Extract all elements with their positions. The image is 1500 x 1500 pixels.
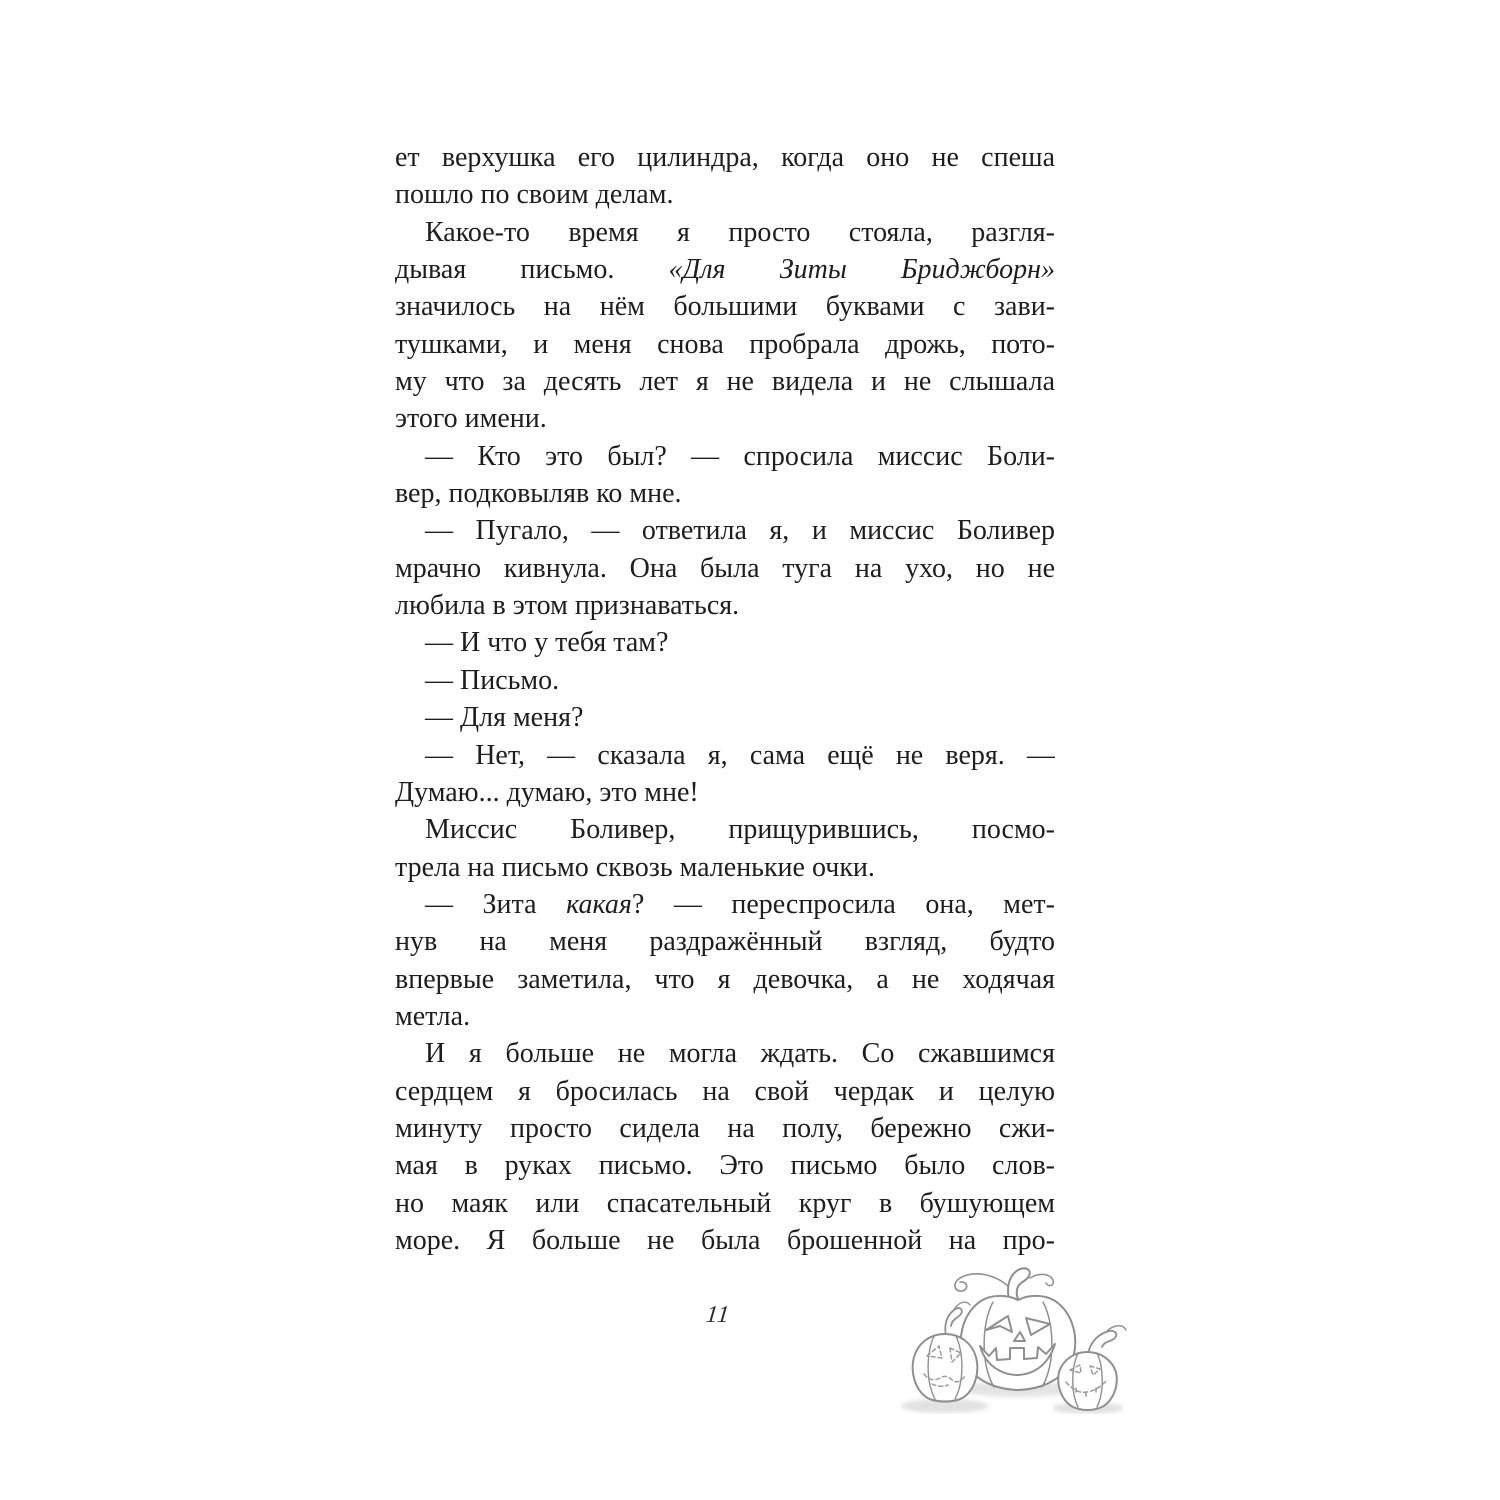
text-line: но маяк или спасательный круг в бушующем — [395, 1187, 1055, 1219]
text-line: му что за десять лет я не видела и не слышала — [395, 366, 1055, 398]
pumpkins-illustration — [890, 1262, 1135, 1414]
text-line: Думаю... думаю, это мне! — [395, 776, 699, 808]
body-text — [395, 139, 1055, 1259]
text-line: вер, подковыляв ко мне. — [395, 478, 682, 510]
text-line: значилось на нём большими буквами с зави- — [395, 291, 1055, 323]
text-line: — Кто это был? — спросила миссис Боли- — [425, 440, 1055, 472]
text-line: трела на письмо сквозь маленькие очки. — [395, 851, 875, 883]
text-line: нув на меня раздражённый взгляд, будто — [395, 926, 1055, 958]
text-line: — Нет, — сказала я, сама ещё не веря. — — [425, 739, 1055, 771]
text-line: И я больше не могла ждать. Со сжавшимся — [425, 1038, 1055, 1070]
text-line: — Пугало, — ответила я, и миссис Боливер — [425, 515, 1055, 547]
text-line: — Зита какая? — переспросила она, мет- — [425, 888, 1055, 920]
text-line: пошло по своим делам. — [395, 179, 674, 211]
text-line: любила в этом признаваться. — [395, 590, 740, 622]
page-number: 11 — [704, 1302, 732, 1328]
text-line: минуту просто сидела на полу, бережно сжи- — [395, 1112, 1055, 1144]
text-line: — Письмо. — [425, 664, 560, 696]
text-line: море. Я больше не была брошенной на про- — [395, 1224, 1055, 1256]
text-line: тушками, и меня снова пробрала дрожь, пото- — [395, 328, 1055, 360]
text-line: дывая письмо. «Для Зиты Бриджборн» — [395, 254, 1055, 286]
text-line: сердцем я бросилась на свой чердак и целую — [395, 1075, 1055, 1107]
text-line: Миссис Боливер, прищурившись, посмо- — [425, 814, 1055, 846]
text-line: ет верхушка его цилиндра, когда оно не спеша — [395, 142, 1055, 173]
text-line: — И что у тебя там? — [425, 627, 669, 659]
text-line: впервые заметила, что я девочка, а не ходячая — [395, 963, 1055, 995]
text-line: мрачно кивнула. Она была туга на ухо, но не — [395, 552, 1055, 584]
text-line: Какое-то время я просто стояла, разгля- — [425, 216, 1055, 248]
text-line: — Для меня? — [425, 702, 584, 734]
text-line: этого имени. — [395, 403, 547, 435]
text-line: мая в руках письмо. Это письмо было слов- — [395, 1150, 1055, 1182]
text-line: метла. — [395, 1000, 471, 1032]
